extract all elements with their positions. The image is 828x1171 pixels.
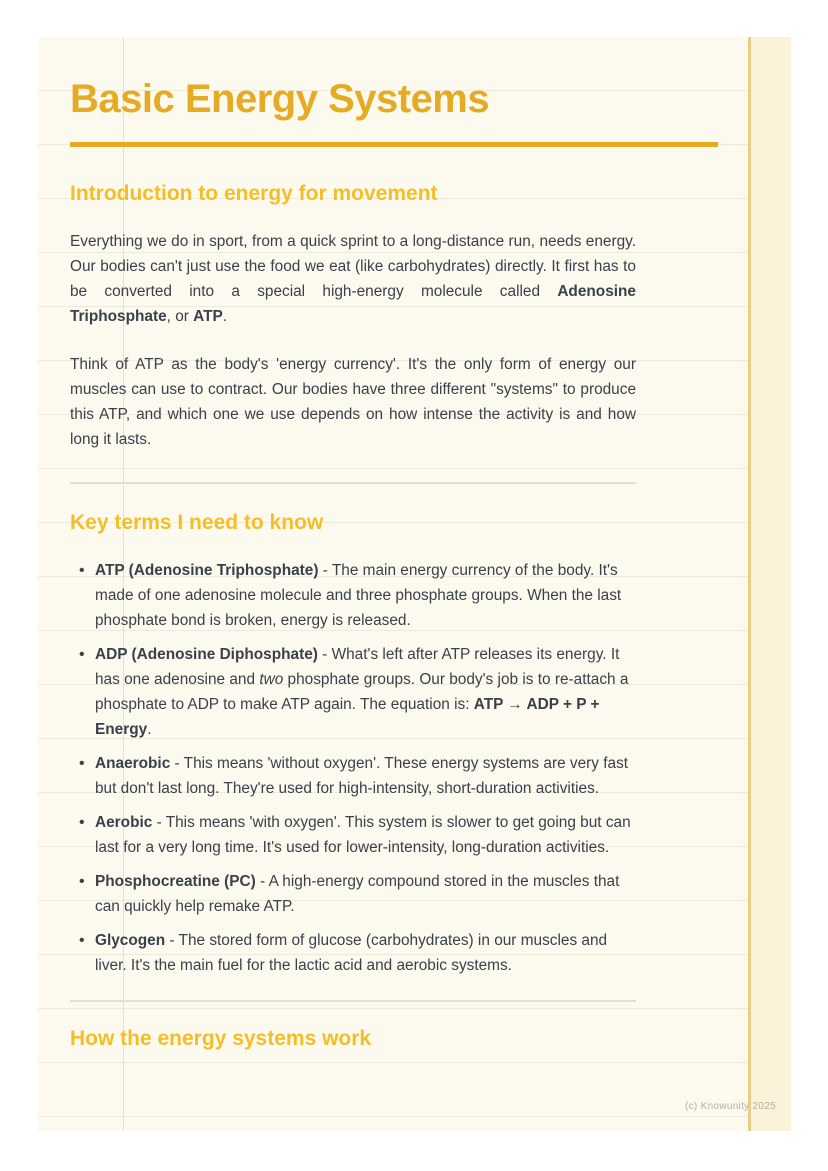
intro-paragraph-1: Everything we do in sport, from a quick sprint to a long-distance run, needs energy. Our bodies can't just use the food we eat (like carbohydrates) directly. It first has to be converted into a special high-energy molecule called Adenosine Triphosphate, or ATP. [70, 233, 636, 325]
term-item-phosphocreatine: • Phosphocreatine (PC) - A high-energy compound stored in the muscles that can quickly help remake ATP. [70, 869, 636, 919]
notebook-page [38, 37, 791, 1131]
term-item-aerobic: • Aerobic - This means 'with oxygen'. This system is slower to get going but can last for a very long time. It's used for lower-intensity, long-duration activities. [70, 810, 636, 860]
right-margin-line [748, 37, 751, 1131]
section-how-systems-work [70, 1028, 636, 1050]
copyright-watermark: (c) Knowunity 2025 [684, 1101, 776, 1112]
document-content [70, 37, 636, 1050]
page-title: Basic Energy Systems [70, 77, 490, 121]
term-item-glycogen: • Glycogen - The stored form of glucose (carbohydrates) in our muscles and liver. It's the main fuel for the lactic acid and aerobic systems. [70, 928, 636, 978]
term-item-adp: • ADP (Adenosine Diphosphate) - What's left after ATP releases its energy. It has one adenosine and two phosphate groups. Our body's job is to re-attach a phosphate to ADP to make ATP again. The equation is: ATP → ADP + P + Energy. [70, 642, 636, 742]
section-key-terms [70, 512, 636, 978]
right-margin-band [751, 37, 791, 1131]
section-introduction [70, 183, 636, 452]
term-item-anaerobic: • Anaerobic - This means 'without oxygen'. These energy systems are very fast but don't last long. They're used for high-intensity, short-duration activities. [70, 751, 636, 801]
term-item-atp: • ATP (Adenosine Triphosphate) - The main energy currency of the body. It's made of one adenosine molecule and three phosphate groups. When the last phosphate bond is broken, energy is released. [70, 558, 636, 633]
section-divider-2 [70, 1000, 636, 1002]
title-underline [70, 142, 718, 147]
section-heading-how-systems-work: How the energy systems work [70, 1027, 372, 1050]
section-divider-1 [70, 482, 636, 484]
section-heading-key-terms: Key terms I need to know [70, 511, 324, 534]
section-heading-introduction: Introduction to energy for movement [70, 182, 438, 205]
intro-paragraph-2: Think of ATP as the body's 'energy currency'. It's the only form of energy our muscles can use to contract. Our bodies have three different "systems" to produce this ATP, and which one we use depends on how intense the activity is and how long it lasts. [70, 356, 636, 448]
key-terms-list [70, 558, 636, 978]
